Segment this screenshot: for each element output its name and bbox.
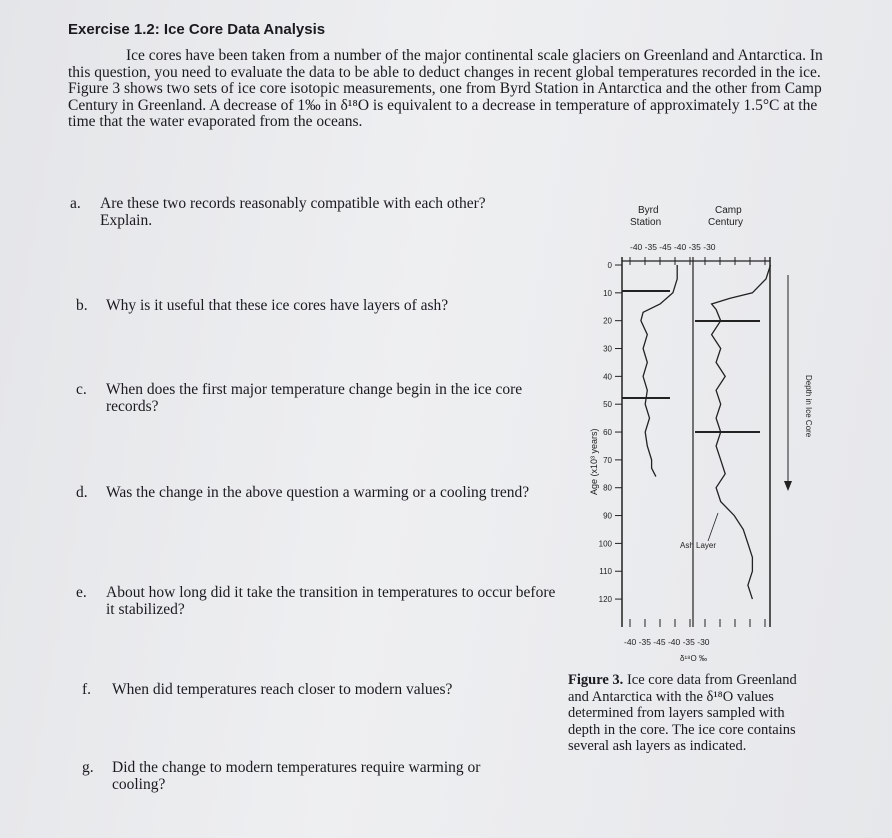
question-text: Why is it useful that these ice cores have layers of ash? bbox=[106, 297, 449, 314]
question-label: b. bbox=[76, 297, 88, 314]
caption-text: Ice core data from Greenland and Antarctica with the δ¹⁸O values determined from layers sampled with depth in the core. The ice core contains several ash layers as indicated. bbox=[568, 672, 797, 754]
top-tick-labels: -40 -35 -45 -40 -35 -30 bbox=[630, 242, 716, 252]
bottom-tick-labels: -40 -35 -45 -40 -35 -30 bbox=[624, 637, 710, 647]
question-text: Was the change in the above question a warming or a cooling trend? bbox=[106, 484, 530, 501]
age-tick-label: 70 bbox=[603, 455, 612, 465]
ice-core-figure bbox=[560, 195, 860, 675]
age-tick-label: 80 bbox=[603, 483, 612, 493]
depth-axis-label: Depth in Ice Core bbox=[804, 375, 813, 438]
age-tick-label: 50 bbox=[603, 400, 612, 410]
question-label: f. bbox=[82, 681, 92, 698]
bottom-tick-marks bbox=[630, 619, 765, 627]
age-tick-label: 100 bbox=[598, 539, 612, 549]
age-tick-label: 20 bbox=[603, 316, 612, 326]
exercise-title: Exercise 1.2: Ice Core Data Analysis bbox=[68, 21, 326, 38]
age-tick-label: 120 bbox=[598, 595, 612, 605]
age-tick-label: 10 bbox=[603, 288, 612, 298]
question-text: When did temperatures reach closer to modern values? bbox=[112, 681, 453, 698]
x-axis-label: δ¹⁸O ‰ bbox=[680, 654, 707, 663]
question-label: a. bbox=[70, 195, 81, 212]
question-label: c. bbox=[76, 381, 87, 398]
byrd-label-line2: Station bbox=[630, 217, 662, 228]
age-tick-label: 40 bbox=[603, 372, 612, 382]
byrd-label-line1: Byrd bbox=[638, 205, 659, 216]
camp-label-line1: Camp bbox=[715, 205, 742, 216]
camp-label-line2: Century bbox=[708, 217, 744, 228]
age-tick-label: 60 bbox=[603, 428, 612, 438]
ash-pointer bbox=[708, 513, 718, 541]
figure-caption bbox=[568, 672, 808, 755]
depth-arrow-head bbox=[784, 481, 792, 491]
question-label: d. bbox=[76, 484, 88, 501]
age-tick-label: 0 bbox=[607, 261, 612, 270]
question-text: About how long did it take the transition in temperatures to occur before it stabilized? bbox=[106, 584, 556, 618]
byrd-series-line bbox=[641, 265, 677, 477]
question-label: g. bbox=[82, 759, 94, 776]
ash-layer-label: Ash Layer bbox=[680, 541, 717, 550]
question-label: e. bbox=[76, 584, 87, 601]
caption-label: Figure 3. bbox=[568, 672, 624, 688]
age-axis-label: Age (x10³ years) bbox=[589, 428, 599, 495]
age-tick-group bbox=[599, 261, 622, 604]
question-text: Are these two records reasonably compatible with each other? Explain. bbox=[100, 195, 486, 229]
age-tick-label: 30 bbox=[603, 344, 612, 354]
question-text: When does the first major temperature change begin in the ice core records? bbox=[106, 381, 523, 415]
question-text: Did the change to modern temperatures require warming or cooling? bbox=[112, 759, 481, 793]
intro-paragraph: Ice cores have been taken from a number of the major continental scale glaciers on Greenland and Antarctica. In this question, you need to evaluate the data to be able to deduct changes in recent global temperatures recorded in the ice. Figure 3 shows two sets of ice core isotopic measurements, one from Byrd Station in Antarctica and the other from Camp Century in Greenland. A decrease of 1‰ in δ¹⁸O is equivalent to a decrease in temperature of approximately 1.5°C at the time that the water evaporated from the oceans. bbox=[68, 47, 823, 130]
age-tick-label: 110 bbox=[599, 567, 612, 577]
age-tick-label: 90 bbox=[603, 511, 612, 521]
